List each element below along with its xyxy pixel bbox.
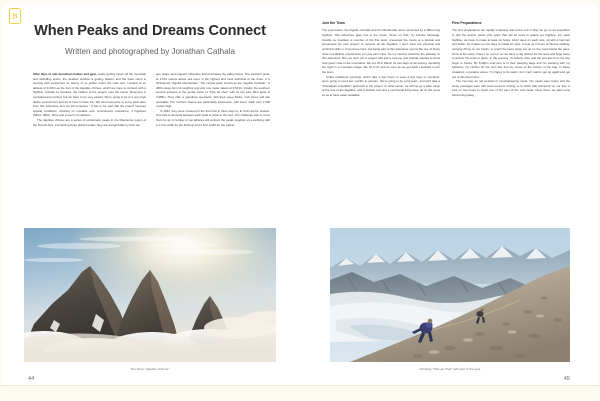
paragraph — [33, 72, 146, 118]
photo-left-caption: The three "Aiguilles d'Arves" — [130, 367, 170, 371]
paragraph-text: nearly getting blown off the mountain and dwindling spirits, the weather window is getting clearer, and the base camp is buzzing with excitement as twenty of us gather under the main tent. Located at an altitude of 3,000m at the foot of the Aiguilles d'Arves, which we hope to connect with a highline, Camille Le Guellaut, the initiator of the project, sets the mood, "Everyone is motivated and excited, but we have to be very careful. We're going to be in a very high alpine environment and we're here to have fun. We need everyone to come back alive from this adventure and not kill ourselves." It has to be said that the project imposes special conditions: climbing on unstable rock, commitment, endurance, 3 highlines (560m, 480m, 90m) and a touch of madness. — [33, 72, 146, 118]
article-byline: Written and photographed by Jonathan Cathala — [65, 47, 235, 56]
section-heading-first-preparations: First Preparations — [452, 21, 482, 25]
page-title: When Peaks and Dreams Connect — [34, 23, 266, 39]
body-column-3 — [322, 21, 440, 218]
paragraph: Unlike traditional openings, which take a few hours or even a few days to complete, we're going to need two months to prepare. We're going to be a big team, and we'll take a "Himalayan expedition" approach to the project. In other words, we will set up a base camp at the foot of the Aiguilles, with a kitchen tent and a communal living area, all on the snow so as to have water available. — [322, 74, 440, 97]
photo-right-caption: Climbing "Tête de Chat" with part of the gear — [419, 367, 481, 371]
photo-aiguilles-darves — [24, 228, 276, 362]
spread-footer-band — [0, 385, 600, 401]
page-number-left: 44 — [28, 376, 35, 382]
photo-left-artwork — [24, 228, 276, 362]
publisher-logo-icon — [9, 8, 21, 24]
body-column-1 — [33, 72, 146, 218]
paragraph: The next day we left at dawn in mountaineering mode. Our packs were heavy and the steep passages were still snow-covered, forcing us to climb with crampons on our feet. It took us two hours to reach one of the ears of the cat's head. Once there, we take turns hammering away, — [452, 79, 570, 97]
paragraph: The year before, the Aiguille Centrale and the Méridionale were connected by a 480m long highline. This adventure gave rise to the movie "Arves en Ciel," by Antoine Mesnage. Camille Le Guellaut, a member of the first team, presented the movie at a festival and announced his new project; to connect all the Aiguilles. I don't have the physical and technical skills to cross these lines, but being part of this adventure seems like one of those once-in-a-lifetime experiences you just can't miss. So my camera would be the gateway to this adventure. But you don't join a project with just a camera, and Camille wanted to know how good I was in the mountains. We set off in March for two days of ski touring, spending the night in a mountain refuge. We hit it off, and as soon as we got back I decided to join the team. — [322, 28, 440, 74]
body-column-4 — [452, 21, 570, 218]
section-heading-join-the-team: Join the Team — [322, 21, 345, 25]
page-number-right: 45 — [563, 376, 570, 382]
publisher-logo-glyph: B — [12, 11, 18, 21]
lead-in-phrase: After days of rain drenched clothes and gear, — [33, 72, 97, 76]
photo-right-artwork — [330, 228, 570, 362]
paragraph: The Aiguilles d'Arves are a series of emblematic peaks in the Maurienne region of the French Alps. Comprising three distinct peaks, they are recognizable by their uni- — [33, 118, 146, 127]
body-column-2 — [156, 72, 270, 218]
paragraph: The first preparations are rapidly underway and at the end of May we go on an expedition to drill the anchor points (the spits) that will be used to attach our highline. For each highline, we have to make at least six holes, 12cm deep on each side, all with a hammer and buffer. So it takes us two days to install six spits. It took us 3 hours of intense walking, carrying 25 kg on our backs, to reach the base camp set up on the snow below the pass. Once in the camp, there's no rest for us: we have to dig pitches for the tents and huge holes to anchor the tents in place. In the evening, it's bitterly cold, and the wet feet from the day begin to freeze. By 8.30pm everyone is in their sleeping bags and I'm sleeping with my batteries, my clothes for the next day and my shoes at the bottom of the bag. In these situations, a paradox arises; I'm happy to be warm, but I can't wait to get up again and get out of this discomfort... — [452, 28, 570, 79]
paragraph: In 1932, they were crossed for the first time in three days by E. Pichl and E. Hacker, who had to descend between each peak to climb to the next. Our challenge was to cross them by air. A number of top athletes will connect the peaks together on a webbing with a 1.7cm width for the thinnest and 2.5cm width for the widest. — [156, 108, 270, 127]
photo-climbing-tete-de-chat — [330, 228, 570, 362]
paragraph: que shape and majestic silhouette that dominates the valley below. The southern peak, at 3,514 meters above sea level, is the highest and most technical of the three. It is nicknamed "Aiguille Meridionale." The central peak, known as the "Aiguille Centrale," is 480m away from its neighbor and only one meter lowest at 3,513m. Finally, the southern summit answers to the gentle name of "Tête de chat," with its two ears 90m apart at 3,358m. They offer a grandiose spectacle, with their steep flanks, rock faces and late snowfalls. The northern slopes are particularly impressive, with sheer walls over 1,000 meters high. — [156, 72, 270, 109]
